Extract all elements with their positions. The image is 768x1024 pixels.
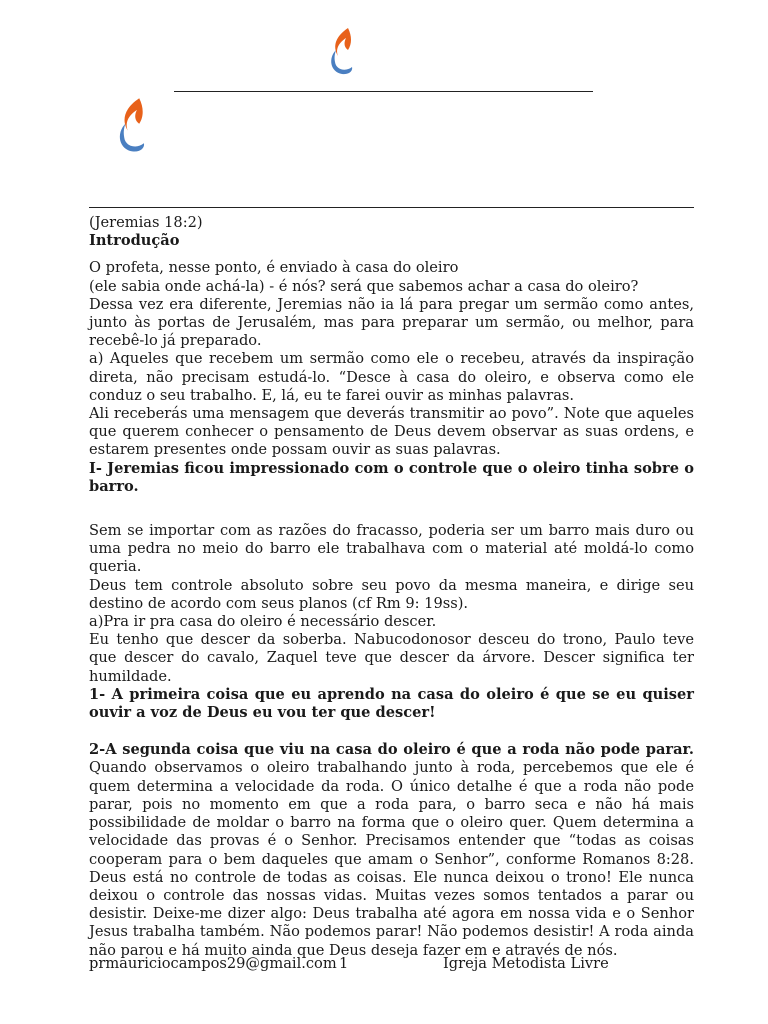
intro-heading: Introdução	[89, 232, 180, 250]
point-two-text	[89, 741, 694, 959]
point-two-paragraph	[89, 741, 694, 959]
point-two-lead: 2-A segunda coisa que viu na casa do oleiro é que a roda não pode parar.	[89, 741, 694, 759]
intro-paragraphs	[89, 259, 694, 459]
page-number: 1	[339, 955, 349, 972]
scripture-reference: (Jeremias 18:2)	[89, 214, 203, 231]
document-body	[89, 214, 694, 960]
header-divider	[174, 91, 593, 92]
flame-logo-icon	[326, 26, 354, 78]
point-two-body: Quando observamos o oleiro trabalhando junto à roda, percebemos que ele é quem determina a velocidade da roda. O único detalhe é que a roda não pode parar, pois no momento em que a roda para, o barro seca e não há mais possibilidade de moldar o barro na forma que o oleiro quer. Quem determina a velocidade das provas é o Senhor. Precisamos entender que “todas as coisas cooperam para o bem daqueles que amam o Senhor”, conforme Romanos 8:28. Deus está no controle de todas as coisas. Ele nunca deixou o trono! Ele nunca deixou o controle das nossas vidas. Muitas vezes somos tentados a parar ou desistir. Deixe-me dizer algo: Deus trabalha até agora em nossa vida e o Senhor Jesus trabalha também. Não podemos parar! Não podemos desistir! A roda ainda não parou e há muito ainda que Deus deseja fazer em e através de nós.	[89, 759, 694, 959]
intro-line: a) Aqueles que recebem um sermão como ele o recebeu, através da inspiração direta, não precisam estudá-lo. “Desce à casa do oleiro, e observa como ele conduz o seu trabalho. E, lá, eu te farei ouvir as minhas palavras.	[89, 350, 694, 404]
section-line: Sem se importar com as razões do fracasso, poderia ser um barro mais duro ou uma pedra no meio do barro ele trabalhava com o material até moldá-lo como queria.	[89, 522, 694, 576]
section-line: Eu tenho que descer da soberba. Nabucodonosor desceu do trono, Paulo teve que descer do cavalo, Zaquel teve que descer da árvore. Descer significa ter humildade.	[89, 631, 694, 685]
intro-line: (ele sabia onde achá-la) - é nós? será que sabemos achar a casa do oleiro?	[89, 277, 639, 295]
intro-line: Dessa vez era diferente, Jeremias não ia lá para pregar um sermão como antes, junto às portas de Jerusalém, mas para preparar um sermão, ou melhor, para recebê-lo já preparado.	[89, 295, 694, 350]
intro-line: Ali receberás uma mensagem que deverás transmitir ao povo”. Note que aqueles que querem conhecer o pensamento de Deus devem observar as suas ordens, e estarem presentes onde possam ouvir as suas palavras.	[89, 405, 694, 459]
footer-church-name: Igreja Metodista Livre	[443, 955, 609, 972]
section-line: a)Pra ir pra casa do oleiro é necessário descer.	[89, 613, 437, 631]
flame-logo-icon	[113, 96, 147, 156]
section-paragraphs	[89, 522, 694, 686]
intro-line: O profeta, nesse ponto, é enviado à casa do oleiro	[89, 259, 459, 277]
section-heading: I- Jeremias ficou impressionado com o controle que o oleiro tinha sobre o barro.	[89, 459, 694, 495]
footer-email: prmauriciocampos29@gmail.com	[89, 955, 337, 972]
point-heading: 1- A primeira coisa que eu aprendo na casa do oleiro é que se eu quiser ouvir a voz de Deus eu vou ter que descer!	[89, 685, 694, 722]
content-divider	[89, 207, 694, 208]
section-line: Deus tem controle absoluto sobre seu povo da mesma maneira, e dirige seu destino de acordo com seus planos (cf Rm 9: 19ss).	[89, 576, 694, 612]
